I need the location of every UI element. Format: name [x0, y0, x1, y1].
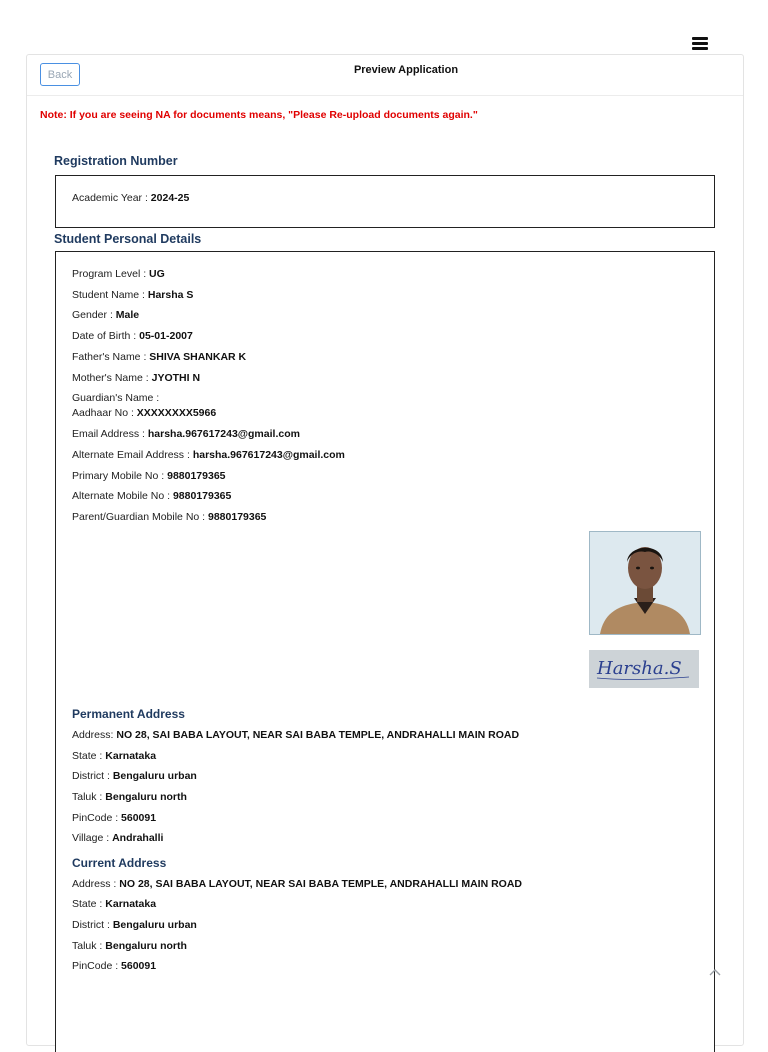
signature-text: Harsha.S: [597, 658, 682, 679]
current-state-value: Karnataka: [105, 898, 157, 910]
current-address-heading: Current Address: [72, 856, 167, 870]
student-signature-image: [589, 650, 699, 688]
academic-year-row: [72, 192, 189, 204]
personal-details-box: [55, 251, 715, 1052]
current-district-label: District :: [72, 919, 113, 931]
gender-label: Gender :: [72, 309, 116, 321]
preview-card: [26, 54, 744, 1046]
current-state-label: State :: [72, 898, 106, 910]
primary-mobile-row: [72, 470, 226, 482]
permanent-state-row: [72, 750, 156, 762]
guardian-name-row: [72, 392, 159, 404]
permanent-village-row: [72, 832, 163, 844]
hamburger-menu-icon[interactable]: [692, 37, 708, 50]
alt-email-value: harsha.967617243@gmail.com: [192, 449, 345, 461]
permanent-pincode-label: PinCode :: [72, 812, 122, 824]
current-pincode-row: [72, 960, 156, 972]
student-name-row: [72, 289, 193, 301]
registration-number-heading: Registration Number: [54, 154, 178, 168]
personal-details-heading: Student Personal Details: [54, 232, 202, 246]
permanent-state-value: Karnataka: [105, 750, 157, 762]
program-level-value: UG: [149, 268, 165, 280]
gender-value: Male: [115, 309, 140, 321]
permanent-district-value: Bengaluru urban: [112, 770, 197, 782]
mother-name-label: Mother's Name :: [72, 372, 152, 384]
alt-mobile-value: 9880179365: [172, 490, 232, 502]
parent-mobile-label: Parent/Guardian Mobile No :: [72, 511, 208, 523]
permanent-village-value: Andrahalli: [112, 832, 164, 844]
dob-row: [72, 330, 193, 342]
permanent-pincode-value: 560091: [121, 812, 157, 824]
current-district-value: Bengaluru urban: [112, 919, 197, 931]
email-label: Email Address :: [72, 428, 148, 440]
permanent-taluk-label: Taluk :: [72, 791, 106, 803]
father-name-value: SHIVA SHANKAR K: [149, 351, 247, 363]
permanent-district-row: [72, 770, 197, 782]
student-photo: [589, 531, 701, 635]
permanent-address-heading: Permanent Address: [72, 707, 185, 721]
reupload-note: Note: If you are seeing NA for documents means, "Please Re-upload documents again.": [40, 109, 478, 121]
parent-mobile-value: 9880179365: [208, 511, 267, 523]
alt-email-label: Alternate Email Address :: [72, 449, 193, 461]
registration-box: [55, 175, 715, 228]
alt-mobile-row: [72, 490, 231, 502]
mother-name-value: JYOTHI N: [151, 372, 201, 384]
student-signature: [589, 650, 699, 688]
current-district-row: [72, 919, 197, 931]
parent-mobile-row: [72, 511, 266, 523]
permanent-taluk-value: Bengaluru north: [105, 791, 187, 803]
father-name-label: Father's Name :: [72, 351, 150, 363]
page-title: Preview Application: [353, 64, 459, 76]
permanent-village-label: Village :: [72, 832, 113, 844]
alt-email-row: [72, 449, 345, 461]
gender-row: [72, 309, 139, 321]
program-level-row: [72, 268, 165, 280]
student-name-value: Harsha S: [147, 289, 194, 301]
primary-mobile-value: 9880179365: [167, 470, 226, 482]
aadhaar-row: [72, 407, 216, 419]
current-address-row: [72, 878, 522, 890]
academic-year-value: 2024-25: [150, 192, 190, 204]
scroll-to-top-icon[interactable]: [707, 965, 723, 979]
back-button[interactable]: Back: [40, 63, 80, 86]
email-value: harsha.967617243@gmail.com: [147, 428, 300, 440]
permanent-address-label: Address:: [72, 729, 117, 741]
program-level-label: Program Level :: [72, 268, 150, 280]
card-header: [27, 55, 743, 96]
alt-mobile-label: Alternate Mobile No :: [72, 490, 173, 502]
current-pincode-value: 560091: [121, 960, 157, 972]
dob-label: Date of Birth :: [72, 330, 140, 342]
permanent-state-label: State :: [72, 750, 106, 762]
primary-mobile-label: Primary Mobile No :: [72, 470, 168, 482]
aadhaar-value: XXXXXXXX5966: [136, 407, 217, 419]
academic-year-label: Academic Year :: [72, 192, 151, 204]
dob-value: 05-01-2007: [139, 330, 193, 342]
student-name-label: Student Name :: [72, 289, 148, 301]
mother-name-row: [72, 372, 200, 384]
aadhaar-label: Aadhaar No :: [72, 407, 137, 419]
permanent-address-value: NO 28, SAI BABA LAYOUT, NEAR SAI BABA TEMPLE, ANDRAHALLI MAIN ROAD: [116, 729, 520, 741]
current-taluk-value: Bengaluru north: [105, 940, 187, 952]
permanent-district-label: District :: [72, 770, 113, 782]
current-address-value: NO 28, SAI BABA LAYOUT, NEAR SAI BABA TEMPLE, ANDRAHALLI MAIN ROAD: [119, 878, 522, 890]
permanent-pincode-row: [72, 812, 156, 824]
current-address-label: Address :: [72, 878, 120, 890]
current-taluk-label: Taluk :: [72, 940, 106, 952]
email-row: [72, 428, 300, 440]
current-taluk-row: [72, 940, 187, 952]
current-state-row: [72, 898, 156, 910]
current-pincode-label: PinCode :: [72, 960, 122, 972]
guardian-name-label: Guardian's Name :: [72, 392, 160, 404]
student-photo-image: [590, 532, 700, 634]
permanent-taluk-row: [72, 791, 187, 803]
father-name-row: [72, 351, 246, 363]
permanent-address-row: [72, 729, 519, 741]
